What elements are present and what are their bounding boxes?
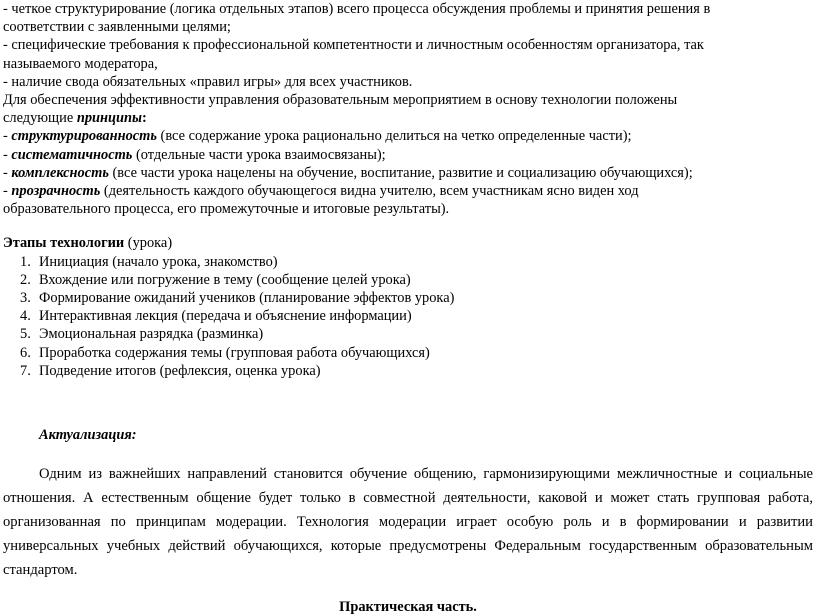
principle-term: систематичность [11, 146, 133, 163]
stage-text: Формирование ожиданий учеников (планирование эффектов урока) [39, 290, 455, 307]
principle-item [3, 146, 815, 164]
stage-number: 7. [20, 362, 31, 379]
stages-list [3, 253, 815, 380]
stage-number: 3. [20, 290, 31, 307]
stage-number: 4. [20, 308, 31, 325]
list-item [3, 271, 815, 289]
stages-heading-normal: (урока) [124, 235, 173, 252]
principle-dash: - [3, 164, 12, 181]
principle-item [3, 164, 815, 182]
stage-text: Инициация (начало урока, знакомство) [39, 253, 278, 270]
list-item [3, 344, 815, 362]
stage-text: Подведение итогов (рефлексия, оценка урока) [39, 362, 321, 379]
spacer [3, 218, 815, 234]
principle-desc: (отдельные части урока взаимосвязаны); [132, 146, 386, 163]
principles-colon: : [142, 110, 147, 127]
stages-heading [3, 234, 815, 252]
practical-heading: Практическая часть. [339, 599, 477, 616]
requirements-block [3, 0, 815, 91]
stage-number: 1. [20, 253, 31, 270]
list-item [3, 325, 815, 343]
principles-intro-line-1: Для обеспечения эффективности управления образовательным мероприятием в основу технологии положены [3, 92, 678, 109]
principle-term: прозрачность [11, 183, 101, 200]
principle-desc: (деятельность каждого обучающегося видна учителю, всем участникам ясно виден ход [100, 183, 639, 200]
principle-item [3, 127, 815, 145]
principles-keyword: принципы [76, 110, 142, 127]
stage-number: 2. [20, 271, 31, 288]
stage-text: Вхождение или погружение в тему (сообщение целей урока) [39, 271, 411, 288]
principle-dash: - [3, 128, 12, 145]
stage-number: 6. [20, 344, 31, 361]
actualization-paragraph: Одним из важнейших направлений становится обучение общению, гармонизирующими межличностные и социальные отношения. А естественным общение будет только в совместной деятельности, каковой и может стать групповая работа, организованная по принципам модерации. Технология модерации играет особую роль и в формировании и развитии универсальных учебных действий обучающихся, которые предусмотрены Федеральным государственным образовательным стандартом. [3, 466, 813, 579]
requirement-line-3: - специфические требования к профессиональной компетентности и личностным особенностям организатора, так [3, 37, 704, 54]
requirement-line-2: соответствии с заявленными целями; [3, 19, 231, 36]
list-item [3, 362, 815, 380]
list-item [3, 289, 815, 307]
principles-tail: образовательного процесса, его промежуточные и итоговые результаты). [3, 201, 450, 218]
list-item [3, 253, 815, 271]
principle-term: структурированность [11, 128, 157, 145]
principles-intro-line-2 [3, 109, 815, 127]
requirement-line-1: - четкое структурирование (логика отдельных этапов) всего процесса обсуждения проблемы и принятия решения в [3, 1, 711, 17]
actualization-heading: Актуализация: [39, 427, 137, 444]
stage-text: Эмоциональная разрядка (разминка) [39, 326, 264, 343]
list-item [3, 307, 815, 325]
principle-desc: (все содержание урока рационально делиться на четко определенные части); [156, 128, 632, 145]
principle-dash: - [3, 146, 12, 163]
stage-text: Интерактивная лекция (передача и объяснение информации) [39, 308, 412, 325]
principles-block [3, 91, 815, 218]
principle-desc: (все части урока нацелены на обучение, воспитание, развитие и социализацию обучающихся); [108, 164, 693, 181]
principle-item [3, 182, 815, 200]
requirement-line-5: - наличие свода обязательных «правил игры» для всех участников. [3, 73, 413, 90]
requirement-line-4: называемого модератора, [3, 55, 158, 72]
stage-text: Проработка содержания темы (групповая работа обучающихся) [39, 344, 430, 361]
stages-heading-bold: Этапы технологии [3, 235, 125, 252]
principles-intro-prefix: следующие [3, 110, 77, 127]
principle-dash: - [3, 183, 12, 200]
stage-number: 5. [20, 326, 31, 343]
principle-term: комплексность [11, 164, 109, 181]
